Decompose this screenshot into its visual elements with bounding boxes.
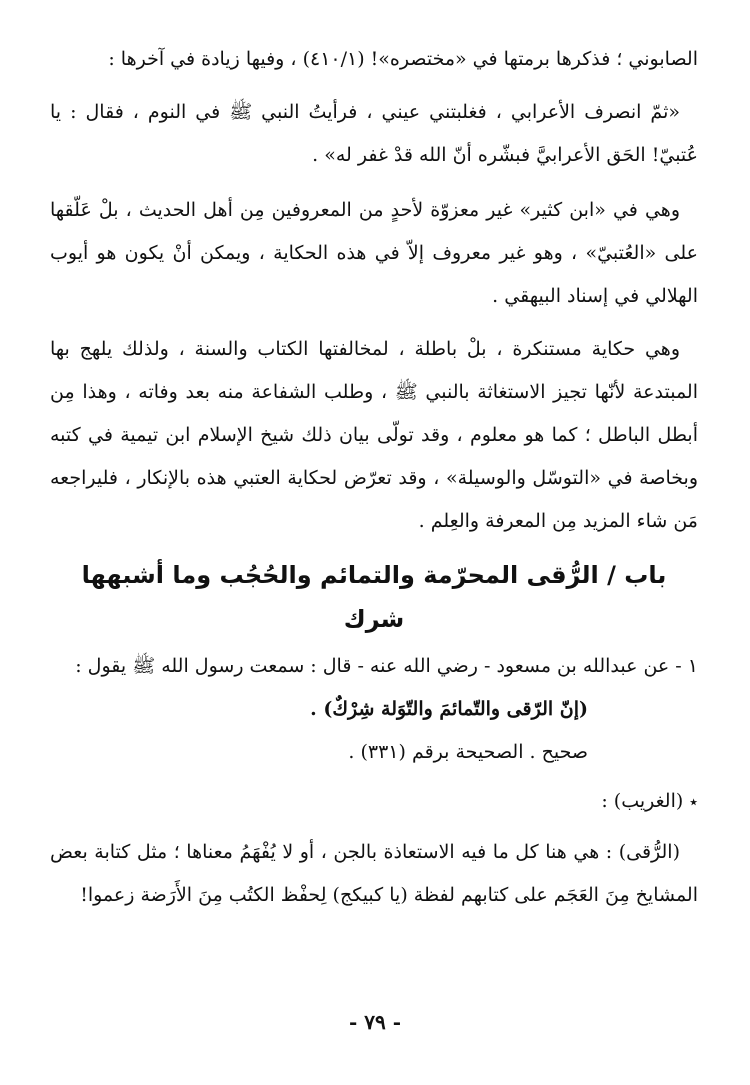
gharib-text: (الرُّقى) : هي هنا كل ما فيه الاستعاذة بالجن ، أو لا يُفْهَمُ معناها ؛ مثل كتابة بعض المشايخ مِنَ العَجَم على كتابهم لفظة (يا كبيكج) لِحفْظ الكتُب مِنَ الأَرَضة زعموا! [50,841,698,906]
chapter-heading: باب / الرُّقى المحرّمة والتمائم والحُجُب وما أشبهها شرك [81,561,667,633]
hadith-intro: ١ - عن عبدالله بن مسعود - رضي الله عنه - قال : سمعت رسول الله ﷺ يقول : [75,655,698,677]
hadith-grade: صحيح . الصحيحة برقم (٣٣١) . [348,741,588,763]
hadith-text: (إنّ الرّقى والتّمائمَ والتّوَلة شِرْكٌ) . [310,698,588,720]
paragraph-3: وهي في «ابن كثير» غير معزوّة لأحدٍ من المعروفين مِن أهل الحديث ، بلْ عَلّقها على «العُتبيّ» ، وهو غير معروف إلاّ في هذه الحكاية ، ويمكن أنْ يكون هو أيوب الهلالي في إسناد البيهقي . [50,199,698,307]
page-number: - ٧٩ - [348,1010,401,1034]
quote-paragraph: «ثمّ انصرف الأعرابي ، فغلبتني عيني ، فرأيتُ النبي ﷺ في النوم ، فقال : يا عُتبيّ! الحَق الأعرابيَّ فبشّره أنّ الله قدْ غفر له» . [50,101,698,166]
paragraph-1: الصابوني ؛ فذكرها برمتها في «مختصره»! (٤١٠/١) ، وفيها زيادة في آخرها : [108,48,698,70]
page-content [50,38,698,927]
gharib-title-line [50,780,698,823]
paragraph-4: وهي حكاية مستنكرة ، بلْ باطلة ، لمخالفتها الكتاب والسنة ، ولذلك يلهج بها المبتدعة لأنّها تجيز الاستغاثة بالنبي ﷺ ، وطلب الشفاعة منه بعد وفاته ، وهذا مِن أبطل الباطل ؛ كما هو معلوم ، وقد تولّى بيان ذلك شيخ الإسلام ابن تيمية في كتبه وبخاصة في «التوسّل والوسيلة» ، وقد تعرّض لحكاية العتبي هذه بالإنكار ، فليراجعه مَن شاء المزيد مِن المعرفة والعِلم . [50,338,698,532]
star-icon: ٭ [689,792,698,811]
gharib-title: (الغريب) : [601,790,684,812]
